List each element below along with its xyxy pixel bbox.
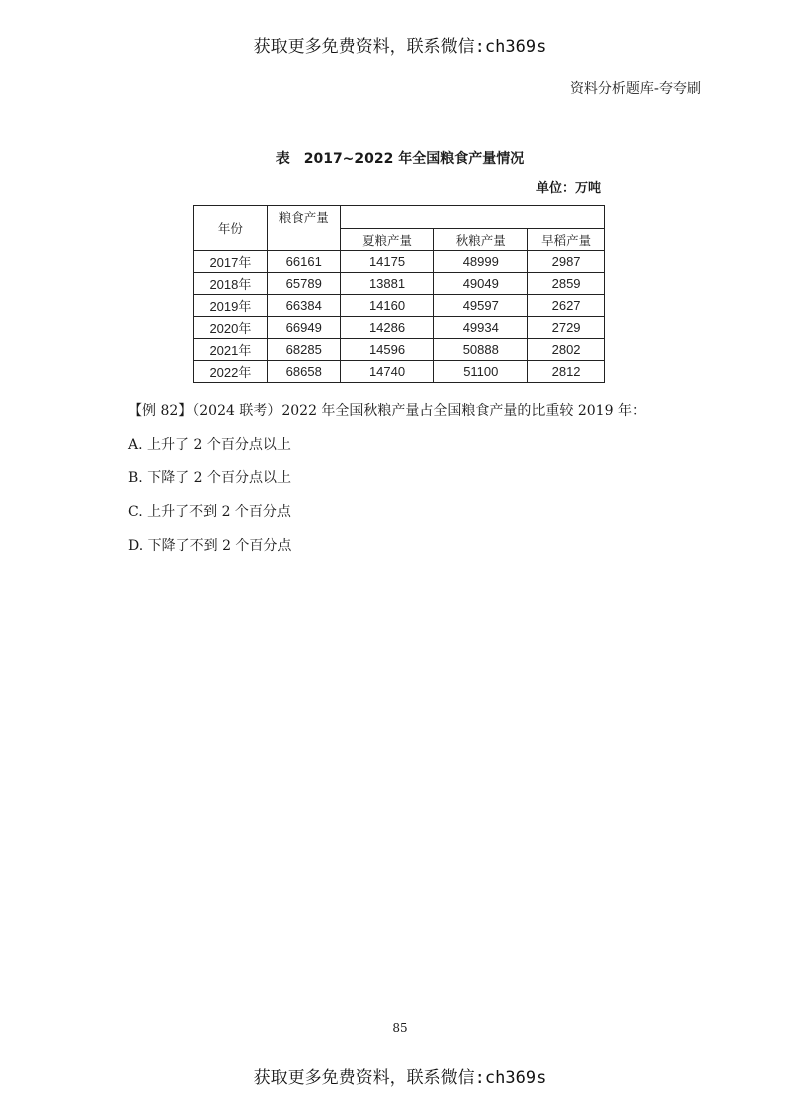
cell-summer: 14596	[340, 339, 434, 361]
cell-grain: 66384	[267, 295, 340, 317]
table-row	[194, 361, 605, 383]
cell-autumn: 49934	[434, 317, 528, 339]
table-title	[0, 148, 800, 168]
cell-early-rice: 2627	[528, 295, 605, 317]
bottom-watermark-banner: 获取更多免费资料，联系微信:ch369s	[253, 1068, 547, 1088]
table-title-prefix: 表	[275, 151, 290, 167]
option-c: C. 上升了不到 2 个百分点	[128, 504, 291, 520]
header-grain: 粮食产量	[267, 206, 340, 251]
option-a: A. 上升了 2 个百分点以上	[128, 437, 291, 453]
top-watermark-banner: 获取更多免费资料，联系微信:ch369s	[253, 37, 547, 57]
cell-grain: 66949	[267, 317, 340, 339]
cell-grain: 65789	[267, 273, 340, 295]
table-title-text: 2017~2022 年全国粮食产量情况	[303, 151, 525, 167]
cell-early-rice: 2729	[528, 317, 605, 339]
cell-summer: 14286	[340, 317, 434, 339]
cell-autumn: 49049	[434, 273, 528, 295]
page-number: 85	[392, 1021, 408, 1035]
cell-year: 2020年	[194, 317, 268, 339]
cell-grain: 68285	[267, 339, 340, 361]
cell-early-rice: 2802	[528, 339, 605, 361]
cell-early-rice: 2859	[528, 273, 605, 295]
table-row	[194, 317, 605, 339]
cell-grain: 66161	[267, 251, 340, 273]
cell-summer: 14175	[340, 251, 434, 273]
header-autumn: 秋粮产量	[434, 229, 528, 251]
cell-autumn: 48999	[434, 251, 528, 273]
cell-summer: 14160	[340, 295, 434, 317]
cell-summer: 13881	[340, 273, 434, 295]
cell-early-rice: 2987	[528, 251, 605, 273]
option-b: B. 下降了 2 个百分点以上	[128, 470, 291, 486]
running-head: 资料分析题库-夸夸刷	[569, 81, 701, 97]
cell-autumn: 49597	[434, 295, 528, 317]
header-early-rice: 早稻产量	[528, 229, 605, 251]
grain-output-table	[193, 205, 605, 383]
cell-grain: 68658	[267, 361, 340, 383]
table-row	[194, 251, 605, 273]
cell-year: 2021年	[194, 339, 268, 361]
question-stem: 【例 82】（2024 联考）2022 年全国秋粮产量占全国粮食产量的比重较 2019 年：	[128, 403, 646, 419]
cell-summer: 14740	[340, 361, 434, 383]
table-unit: 单位：万吨	[535, 181, 601, 196]
option-d: D. 下降了不到 2 个百分点	[128, 538, 292, 554]
cell-autumn: 50888	[434, 339, 528, 361]
cell-year: 2017年	[194, 251, 268, 273]
header-summer: 夏粮产量	[340, 229, 434, 251]
cell-year: 2019年	[194, 295, 268, 317]
cell-year: 2022年	[194, 361, 268, 383]
header-group-blank	[340, 206, 604, 229]
table-row	[194, 339, 605, 361]
header-year: 年份	[194, 206, 268, 251]
table-header-row	[194, 206, 605, 229]
table-row	[194, 295, 605, 317]
cell-year: 2018年	[194, 273, 268, 295]
cell-autumn: 51100	[434, 361, 528, 383]
cell-early-rice: 2812	[528, 361, 605, 383]
table-row	[194, 273, 605, 295]
